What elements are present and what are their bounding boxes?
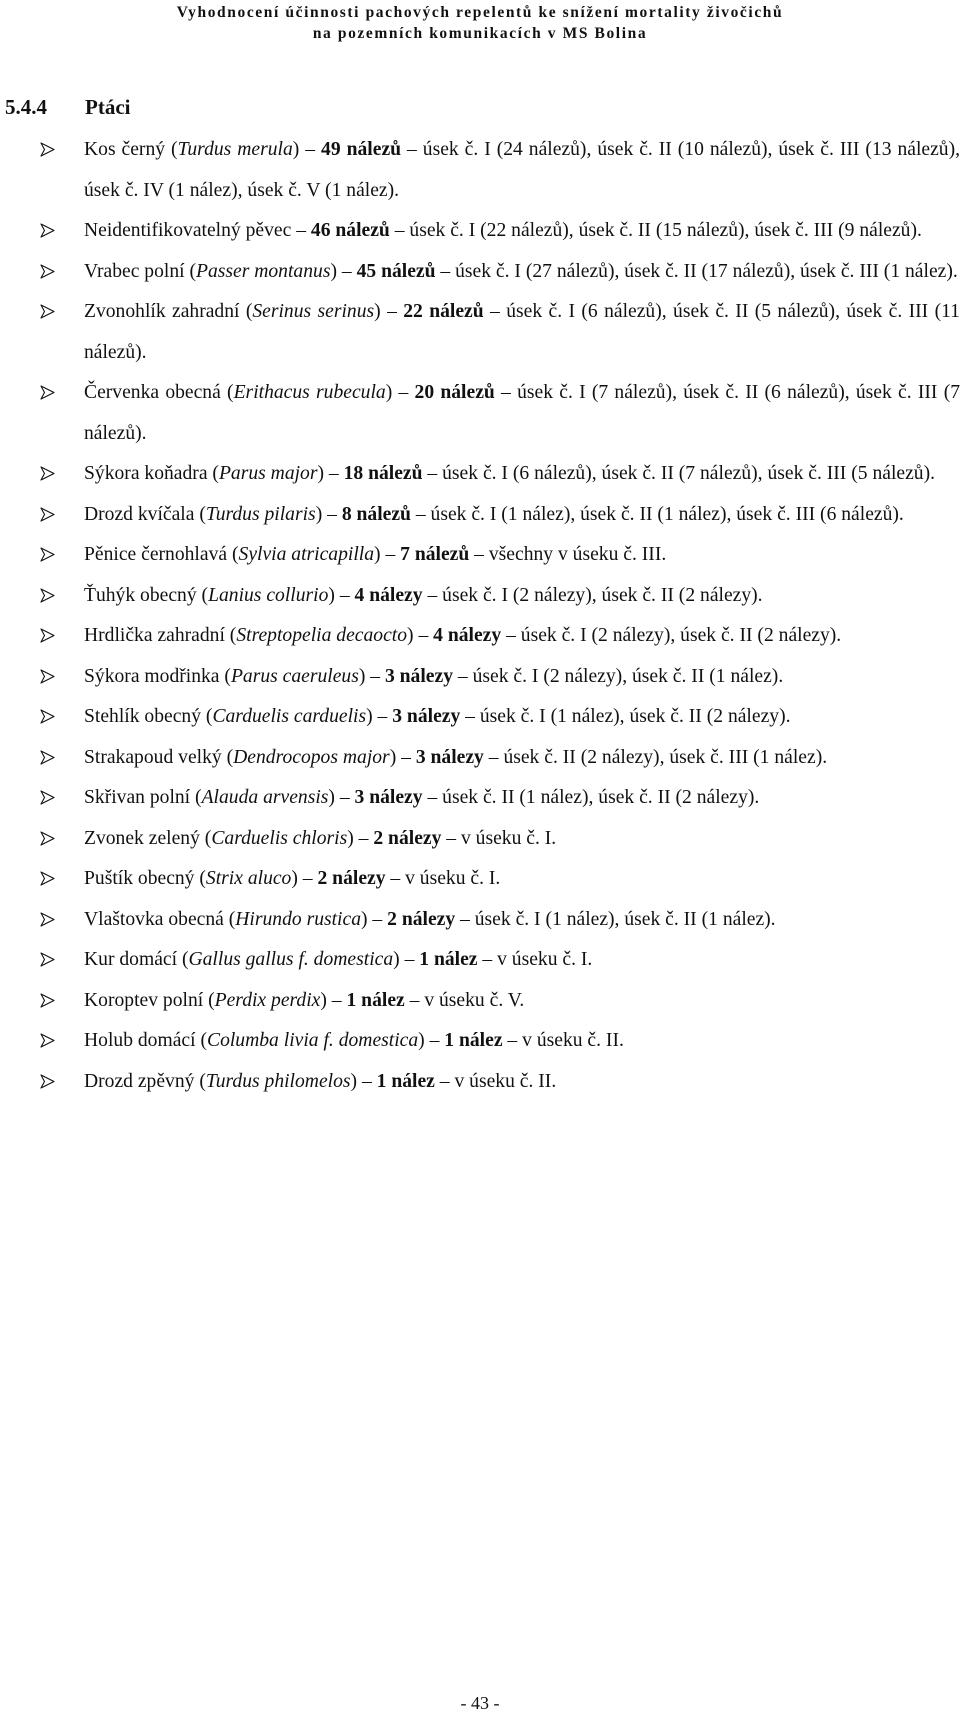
species-latin-name: Perdix perdix	[214, 989, 321, 1011]
species-name: Vrabec polní	[84, 260, 185, 282]
finding-count: 22 nálezů	[403, 301, 484, 322]
list-item: Hrdlička zahradní (Streptopelia decaocto) – 4 nálezy – úsek č. I (2 nálezy), úsek č. II (2 nálezy).	[40, 616, 960, 657]
species-latin-name: Dendrocopos major	[233, 746, 390, 768]
list-item: Neidentifikovatelný pěvec – 46 nálezů – úsek č. I (22 nálezů), úsek č. II (15 nálezů), úsek č. III (9 nálezů).	[40, 211, 960, 252]
finding-detail: v úseku č. II.	[454, 1070, 557, 1092]
page-header	[0, 2, 960, 44]
finding-detail: úsek č. I (6 nálezů), úsek č. II (5 nálezů), úsek č. III (11 nálezů).	[84, 301, 960, 363]
arrowhead-bullet-icon	[40, 912, 55, 927]
list-item: Vlaštovka obecná (Hirundo rustica) – 2 nálezy – úsek č. I (1 nález), úsek č. II (1 nález).	[40, 900, 960, 941]
list-item: Pěnice černohlavá (Sylvia atricapilla) – 7 nálezů – všechny v úseku č. III.	[40, 535, 960, 576]
header-line-1: Vyhodnocení účinnosti pachových repelentů ke snížení mortality živočichů	[176, 4, 784, 21]
finding-detail: úsek č. II (1 nález), úsek č. II (2 nálezy).	[442, 787, 760, 808]
finding-count: 4 nálezy	[433, 625, 502, 646]
list-item: Kur domácí (Gallus gallus f. domestica) – 1 nález – v úseku č. I.	[40, 940, 960, 981]
species-latin-name: Strix aluco	[205, 868, 292, 889]
species-name: Červenka obecná	[84, 382, 221, 403]
bird-findings-list	[40, 130, 960, 1102]
arrowhead-bullet-icon	[40, 223, 55, 238]
finding-detail: v úseku č. II.	[522, 1030, 624, 1051]
finding-detail: v úseku č. I.	[405, 868, 501, 889]
species-name: Drozd kvíčala	[84, 503, 195, 525]
finding-count: 20 nálezů	[414, 382, 495, 403]
list-item: Vrabec polní (Passer montanus) – 45 nálezů – úsek č. I (27 nálezů), úsek č. II (17 nálezů), úsek č. III (1 nález).	[40, 252, 960, 293]
arrowhead-bullet-icon	[40, 385, 55, 400]
list-item: Drozd kvíčala (Turdus pilaris) – 8 nálezů – úsek č. I (1 nález), úsek č. II (1 nález), úsek č. III (6 nálezů).	[40, 495, 960, 536]
finding-detail: úsek č. I (2 nálezy), úsek č. II (2 nálezy).	[520, 625, 842, 646]
finding-count: 18 nálezů	[343, 463, 423, 484]
species-latin-name: Serinus serinus	[252, 301, 375, 322]
list-item: Sýkora koňadra (Parus major) – 18 nálezů – úsek č. I (6 nálezů), úsek č. II (7 nálezů), úsek č. III (5 nálezů).	[40, 454, 960, 495]
list-item: Červenka obecná (Erithacus rubecula) – 20 nálezů – úsek č. I (7 nálezů), úsek č. II (6 nálezů), úsek č. III (7 nálezů).	[40, 373, 960, 454]
species-name: Pěnice černohlavá	[84, 544, 228, 565]
species-latin-name: Sylvia atricapilla	[238, 544, 375, 565]
species-name: Ťuhýk obecný	[84, 584, 197, 606]
finding-count: 4 nálezy	[354, 584, 423, 606]
finding-count: 1 nález	[376, 1070, 435, 1092]
list-item: Drozd zpěvný (Turdus philomelos) – 1 nález – v úseku č. II.	[40, 1062, 960, 1103]
species-name: Zvonohlík zahradní	[84, 301, 240, 322]
species-name: Sýkora koňadra	[84, 463, 208, 484]
finding-detail: úsek č. I (6 nálezů), úsek č. II (7 nálezů), úsek č. III (5 nálezů).	[442, 463, 936, 484]
species-latin-name: Carduelis chloris	[211, 827, 348, 849]
species-latin-name: Alauda arvensis	[201, 787, 329, 808]
finding-detail: úsek č. I (2 nálezy), úsek č. II (1 nález).	[472, 665, 784, 687]
species-name: Koroptev polní	[84, 989, 204, 1011]
finding-count: 3 nálezy	[415, 746, 484, 768]
arrowhead-bullet-icon	[40, 1033, 55, 1048]
finding-detail: v úseku č. V.	[424, 989, 525, 1011]
finding-count: 1 nález	[419, 949, 478, 970]
species-name: Puštík obecný	[84, 868, 195, 889]
arrowhead-bullet-icon	[40, 588, 55, 603]
species-name: Skřivan polní	[84, 787, 191, 808]
finding-detail: úsek č. I (22 nálezů), úsek č. II (15 nálezů), úsek č. III (9 nálezů).	[409, 220, 922, 241]
species-latin-name: Erithacus rubecula	[233, 382, 386, 403]
list-item: Sýkora modřinka (Parus caeruleus) – 3 nálezy – úsek č. I (2 nálezy), úsek č. II (1 nález).	[40, 657, 960, 698]
species-name: Zvonek zelený	[84, 827, 200, 849]
finding-count: 1 nález	[444, 1030, 503, 1051]
species-latin-name: Turdus philomelos	[205, 1070, 351, 1092]
species-latin-name: Passer montanus	[196, 260, 331, 282]
species-latin-name: Parus major	[218, 463, 318, 484]
finding-detail: úsek č. I (27 nálezů), úsek č. II (17 nálezů), úsek č. III (1 nález).	[455, 260, 958, 282]
species-name: Kur domácí	[84, 949, 178, 970]
species-name: Neidentifikovatelný pěvec	[84, 220, 292, 241]
arrowhead-bullet-icon	[40, 750, 55, 765]
arrowhead-bullet-icon	[40, 790, 55, 805]
species-latin-name: Streptopelia decaocto	[236, 625, 408, 646]
arrowhead-bullet-icon	[40, 547, 55, 562]
species-latin-name: Hirundo rustica	[235, 908, 361, 930]
species-name: Drozd zpěvný	[84, 1070, 195, 1092]
finding-count: 3 nálezy	[392, 706, 461, 727]
arrowhead-bullet-icon	[40, 871, 55, 886]
species-name: Stehlík obecný	[84, 706, 201, 727]
arrowhead-bullet-icon	[40, 1074, 55, 1089]
arrowhead-bullet-icon	[40, 264, 55, 279]
finding-detail: úsek č. I (1 nález), úsek č. II (2 nálezy).	[479, 706, 791, 727]
list-item: Koroptev polní (Perdix perdix) – 1 nález – v úseku č. V.	[40, 981, 960, 1022]
arrowhead-bullet-icon	[40, 304, 55, 319]
section-number: 5.4.4	[5, 95, 47, 119]
finding-detail: v úseku č. I.	[497, 949, 593, 970]
finding-detail: úsek č. I (24 nálezů), úsek č. II (10 nálezů), úsek č. III (13 nálezů), úsek č. IV (1 nález), úsek č. V (1 nález).	[84, 139, 960, 201]
finding-count: 46 nálezů	[310, 220, 390, 241]
arrowhead-bullet-icon	[40, 952, 55, 967]
finding-detail: úsek č. I (2 nálezy), úsek č. II (2 nálezy).	[442, 584, 763, 606]
species-latin-name: Gallus gallus f. domestica	[188, 949, 394, 970]
finding-count: 7 nálezů	[400, 544, 470, 565]
finding-detail: úsek č. I (1 nález), úsek č. II (1 nález).	[474, 908, 776, 930]
species-name: Holub domácí	[84, 1030, 196, 1051]
species-latin-name: Turdus merula	[177, 139, 293, 160]
finding-count: 2 nálezy	[373, 827, 442, 849]
list-item: Strakapoud velký (Dendrocopos major) – 3 nálezy – úsek č. II (2 nálezy), úsek č. III (1 nález).	[40, 738, 960, 779]
species-latin-name: Turdus pilaris	[205, 503, 316, 525]
species-name: Kos černý	[84, 139, 166, 160]
arrowhead-bullet-icon	[40, 142, 55, 157]
finding-count: 3 nálezy	[354, 787, 423, 808]
list-item: Zvonek zelený (Carduelis chloris) – 2 nálezy – v úseku č. I.	[40, 819, 960, 860]
finding-detail: úsek č. I (7 nálezů), úsek č. II (6 nálezů), úsek č. III (7 nálezů).	[84, 382, 960, 444]
finding-count: 45 nálezů	[356, 260, 436, 282]
species-latin-name: Parus caeruleus	[230, 665, 359, 687]
list-item: Ťuhýk obecný (Lanius collurio) – 4 nálezy – úsek č. I (2 nálezy), úsek č. II (2 nálezy).	[40, 576, 960, 617]
species-latin-name: Carduelis carduelis	[212, 706, 367, 727]
species-latin-name: Columba livia f. domestica	[207, 1030, 419, 1051]
arrowhead-bullet-icon	[40, 669, 55, 684]
list-item: Skřivan polní (Alauda arvensis) – 3 nálezy – úsek č. II (1 nález), úsek č. II (2 nálezy).	[40, 778, 960, 819]
finding-count: 49 nálezů	[321, 139, 402, 160]
section-heading	[5, 95, 130, 120]
species-latin-name: Lanius collurio	[208, 584, 329, 606]
arrowhead-bullet-icon	[40, 831, 55, 846]
arrowhead-bullet-icon	[40, 507, 55, 522]
finding-count: 8 nálezů	[341, 503, 411, 525]
list-item: Holub domácí (Columba livia f. domestica) – 1 nález – v úseku č. II.	[40, 1021, 960, 1062]
list-item: Zvonohlík zahradní (Serinus serinus) – 22 nálezů – úsek č. I (6 nálezů), úsek č. II (5 nálezů), úsek č. III (11 nálezů).	[40, 292, 960, 373]
arrowhead-bullet-icon	[40, 993, 55, 1008]
finding-detail: úsek č. I (1 nález), úsek č. II (1 nález), úsek č. III (6 nálezů).	[430, 503, 904, 525]
species-name: Sýkora modřinka	[84, 665, 220, 687]
list-item: Kos černý (Turdus merula) – 49 nálezů – úsek č. I (24 nálezů), úsek č. II (10 nálezů), úsek č. III (13 nálezů), úsek č. IV (1 nález), úsek č. V (1 nález).	[40, 130, 960, 211]
page-number: - 43 -	[460, 1693, 500, 1713]
finding-count: 2 nálezy	[387, 908, 456, 930]
arrowhead-bullet-icon	[40, 466, 55, 481]
finding-detail: úsek č. II (2 nálezy), úsek č. III (1 nález).	[503, 746, 828, 768]
species-name: Vlaštovka obecná	[84, 908, 224, 930]
arrowhead-bullet-icon	[40, 709, 55, 724]
section-title: Ptáci	[85, 95, 131, 119]
list-item: Puštík obecný (Strix aluco) – 2 nálezy – v úseku č. I.	[40, 859, 960, 900]
list-item: Stehlík obecný (Carduelis carduelis) – 3 nálezy – úsek č. I (1 nález), úsek č. II (2 nálezy).	[40, 697, 960, 738]
finding-count: 1 nález	[346, 989, 405, 1011]
finding-detail: v úseku č. I.	[460, 827, 557, 849]
finding-detail: všechny v úseku č. III.	[488, 544, 667, 565]
header-line-2: na pozemních komunikacích v MS Bolina	[312, 25, 648, 42]
finding-count: 3 nálezy	[384, 665, 453, 687]
arrowhead-bullet-icon	[40, 628, 55, 643]
species-name: Strakapoud velký	[84, 746, 222, 768]
species-name: Hrdlička zahradní	[84, 625, 225, 646]
finding-count: 2 nálezy	[317, 868, 386, 889]
